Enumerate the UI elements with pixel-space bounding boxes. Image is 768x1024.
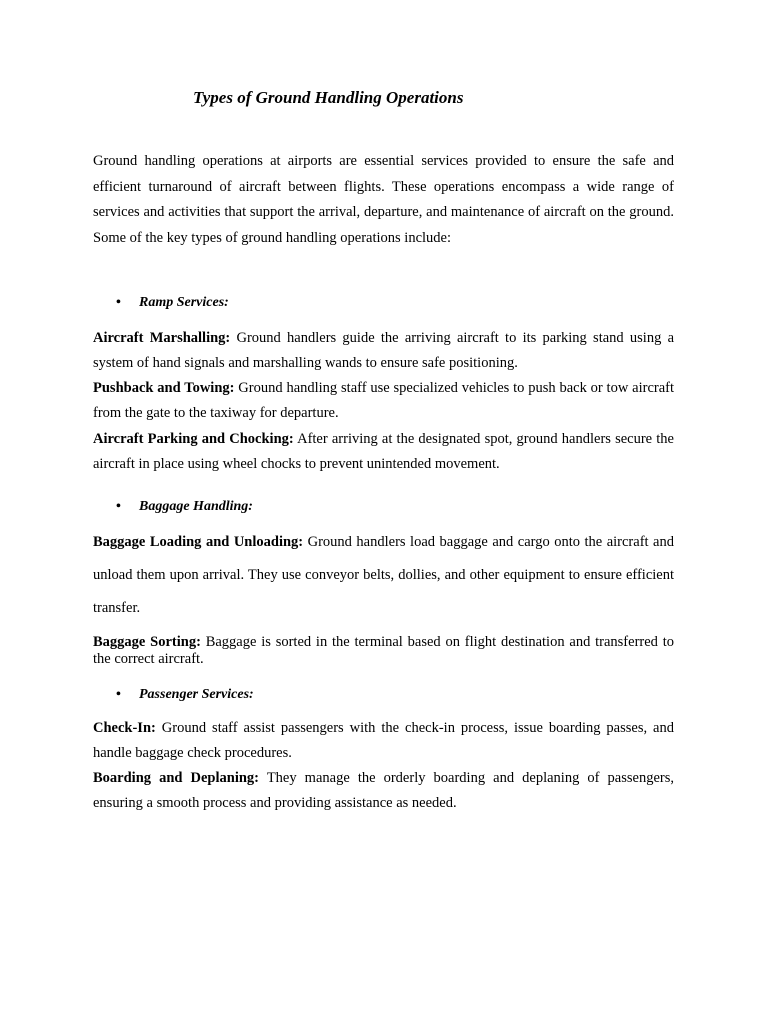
section-heading-passenger-services <box>116 687 254 703</box>
bullet-icon: • <box>116 295 121 310</box>
item-aircraft-parking-and-chocking <box>93 427 674 477</box>
section-heading-ramp-services <box>116 295 229 311</box>
item-check-in <box>93 716 674 766</box>
item-term: Aircraft Marshalling: <box>93 330 231 346</box>
section-heading-label: Ramp Services: <box>139 295 229 310</box>
item-term: Baggage Sorting: <box>93 634 201 650</box>
item-text: Ground staff assist passengers with the check-in process, issue boarding passes, and handle baggage check procedures. <box>93 720 674 761</box>
item-text: After arriving at the designated spot, ground handlers secure the aircraft in place using wheel chocks to prevent unintended movement. <box>93 431 674 472</box>
item-term: Check-In: <box>93 720 156 736</box>
item-text: They manage the orderly boarding and deplaning of passengers, ensuring a smooth process and providing assistance as needed. <box>93 770 674 811</box>
item-pushback-and-towing <box>93 376 674 426</box>
item-term: Boarding and Deplaning: <box>93 770 260 786</box>
item-term: Aircraft Parking and Chocking: <box>93 431 294 447</box>
document-title: Types of Ground Handling Operations <box>193 88 464 107</box>
item-aircraft-marshalling <box>93 326 674 376</box>
bullet-icon: • <box>116 499 121 514</box>
item-term: Baggage Loading and Unloading: <box>93 534 304 550</box>
item-term: Pushback and Towing: <box>93 380 235 396</box>
item-text: Ground handlers load baggage and cargo onto the aircraft and unload them upon arrival. They use conveyor belts, dollies, and other equipment to ensure efficient transfer. <box>93 534 674 616</box>
item-text: Ground handlers guide the arriving aircraft to its parking stand using a system of hand signals and marshalling wands to ensure safe positioning. <box>93 330 675 371</box>
item-text: Baggage is sorted in the terminal based on flight destination and transferred to the correct aircraft. <box>93 634 674 667</box>
item-text: Ground handling staff use specialized vehicles to push back or tow aircraft from the gate to the taxiway for departure. <box>93 380 674 421</box>
item-boarding-and-deplaning <box>93 766 674 816</box>
section-heading-label: Baggage Handling: <box>139 499 253 514</box>
item-baggage-loading-and-unloading <box>93 526 674 625</box>
section-heading-baggage-handling <box>116 499 253 515</box>
bullet-icon: • <box>116 687 121 702</box>
item-baggage-sorting <box>93 634 674 668</box>
intro-paragraph: Ground handling operations at airports are essential services provided to ensure the safe and efficient turnaround of aircraft between flights. These operations encompass a wide range of services and activities that support the arrival, departure, and maintenance of aircraft on the ground. Some of the key types of ground handling operations include: <box>93 153 674 246</box>
section-heading-label: Passenger Services: <box>139 687 254 702</box>
